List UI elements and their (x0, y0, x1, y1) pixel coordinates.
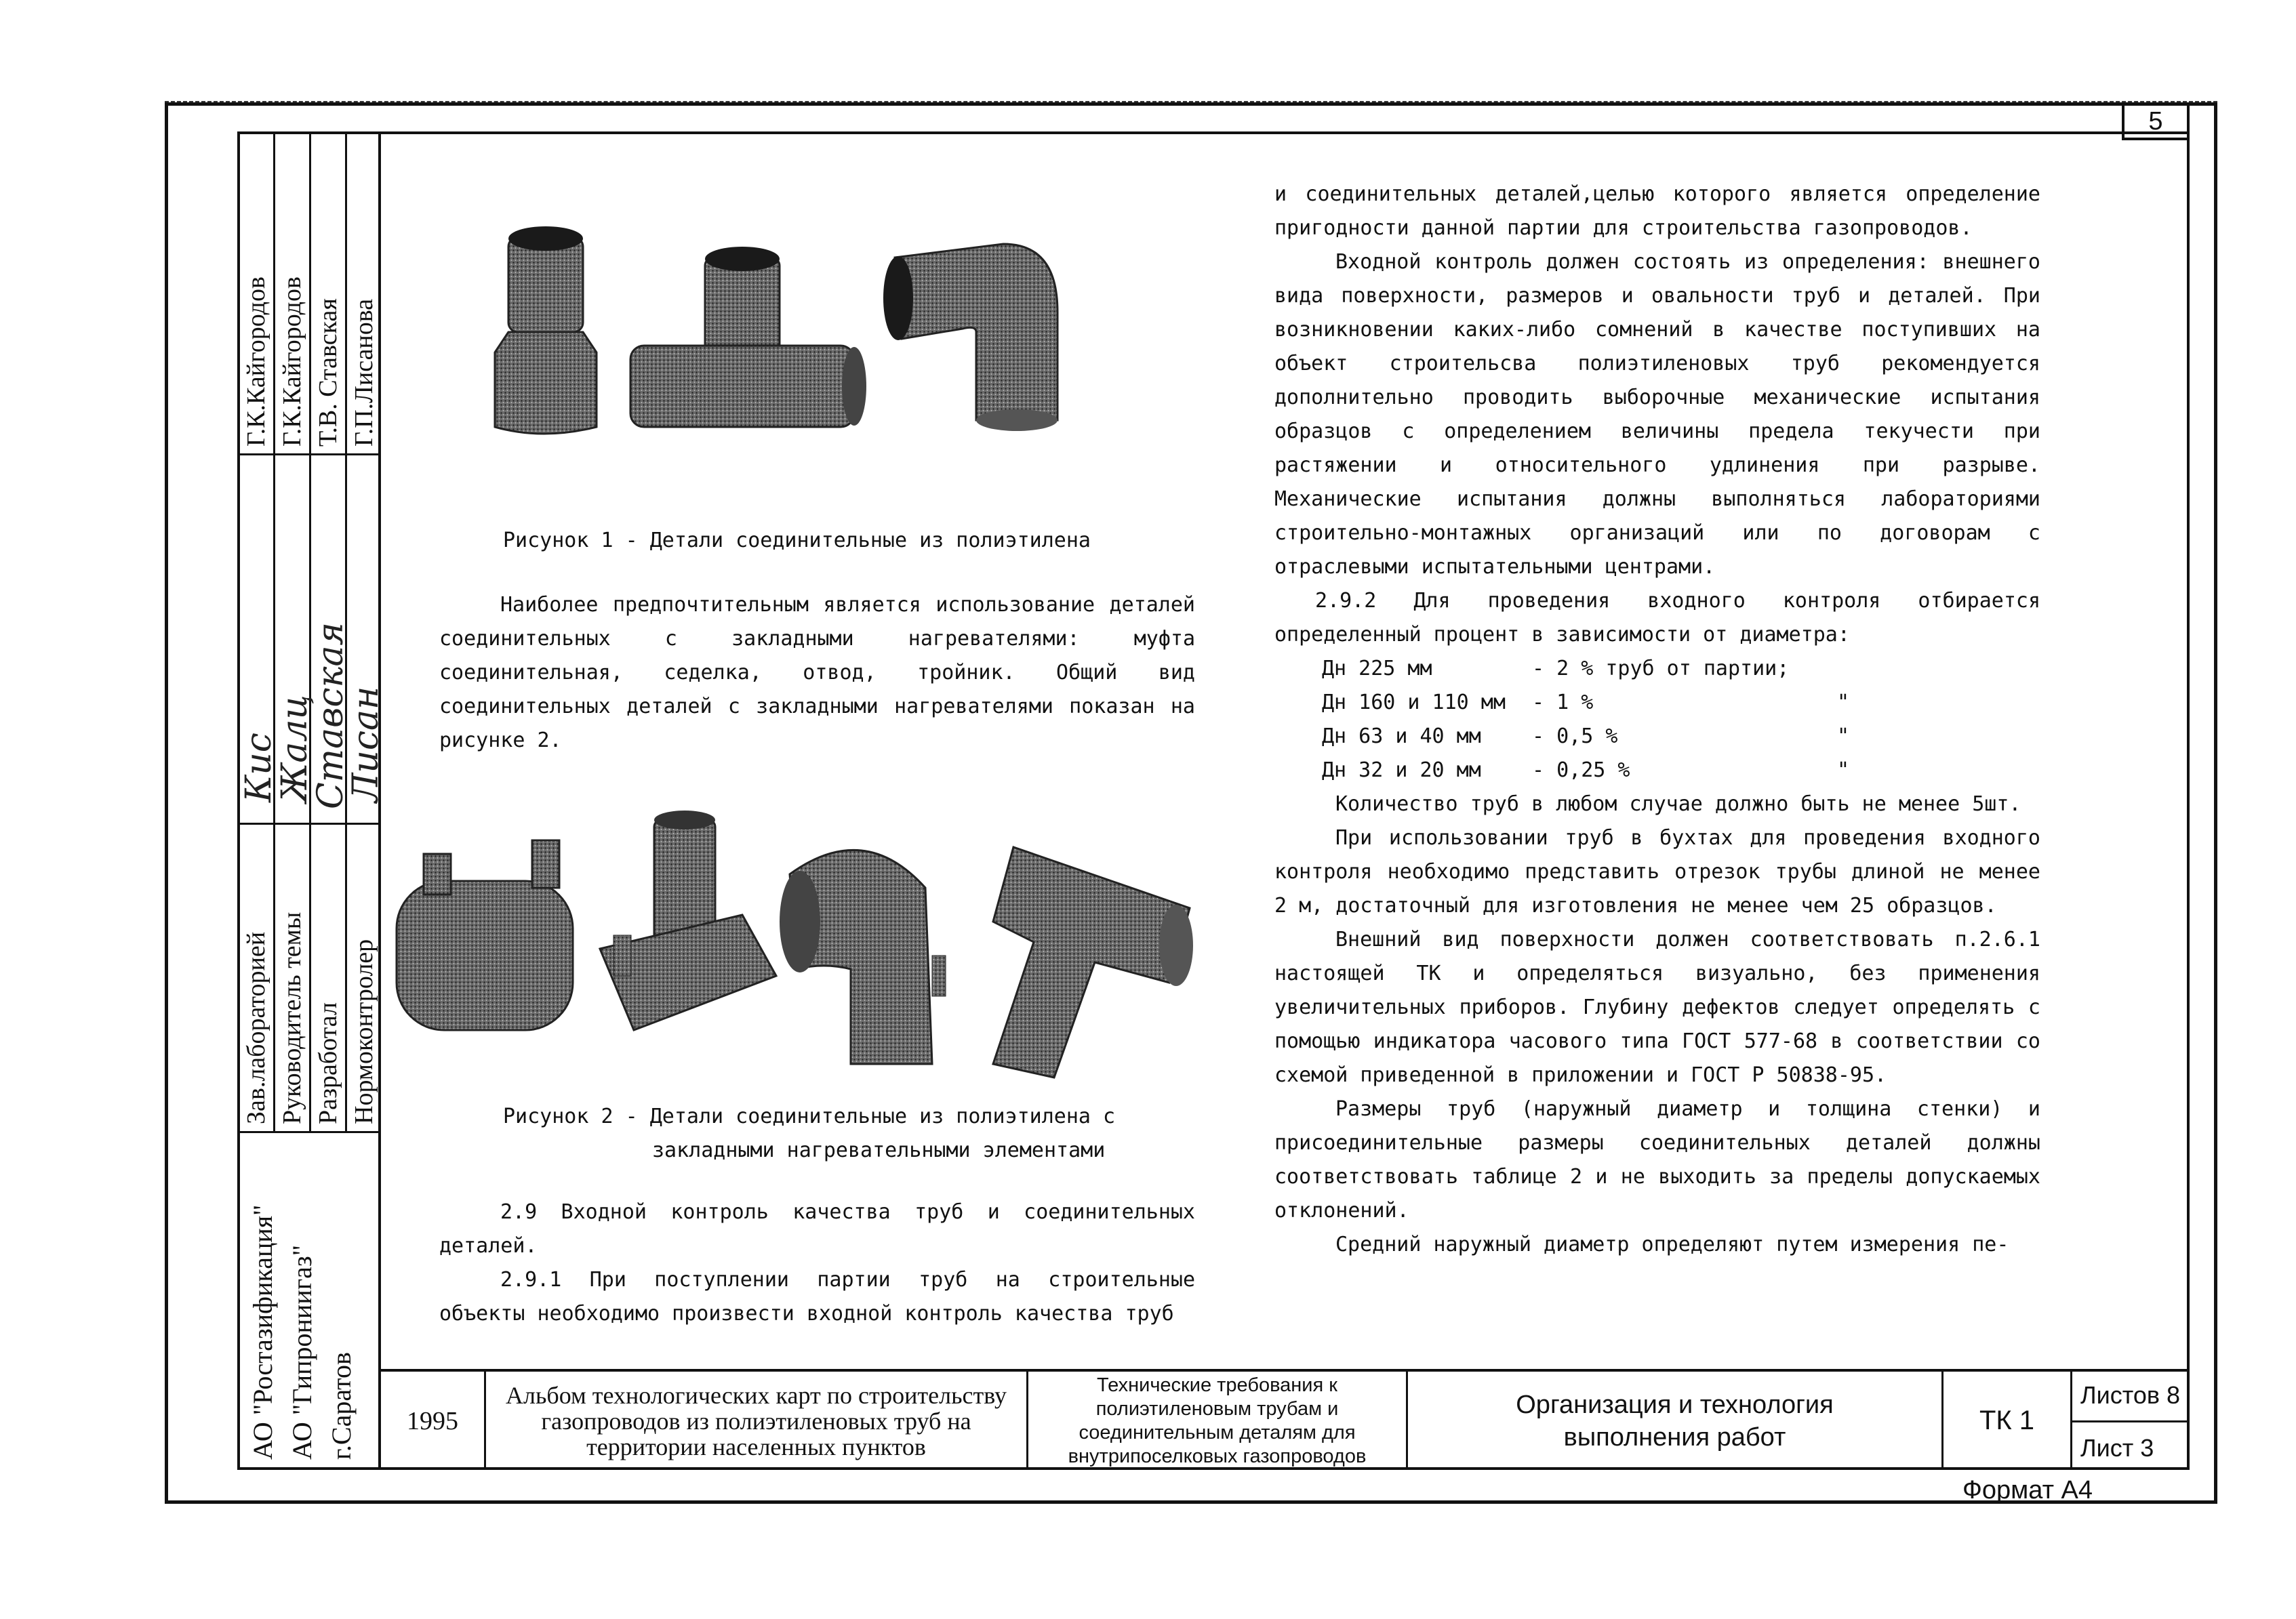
right-paragraph-2: Входной контроль должен состоять из определения: внешнего вида поверхности, размеров и овальности труб и деталей. При возникновении каких-либо сомнений в качестве поступивших на объект строительсва полиэтиленовых труб рекомендуется дополнительно проводить выборочные механические испытания образцов с определением величины предела текучести при растяжении и относительного удлинения при разрыве. Механические испытания должны выполняться лабораториями строительно-монтажных организаций или по договорам с отраслевыми испытательными центрами. (1274, 250, 2040, 579)
right-column (1274, 178, 2040, 1262)
stamp-role-4: Нормоконтролер (350, 939, 378, 1124)
diameter-row: Дн 32 и 20 мм - 0,25 % " (1322, 758, 1850, 782)
right-paragraph-5: При использовании труб в бухтах для проведения входного контроля необходимо представить отрезок трубы длиной не менее 2 м, достаточный для изготовления не менее чем 25 образцов. (1274, 826, 2040, 918)
figure-2 (390, 806, 1230, 1091)
figure-1-caption: Рисунок 1 - Детали соединительные из полиэтилена (503, 529, 1091, 552)
right-paragraph-1: и соединительных деталей,целью которого является определение пригодности данной партии для строительства газопроводов. (1274, 182, 2040, 240)
title-block-code: ТК 1 (1943, 1372, 2072, 1470)
diameter-row: Дн 225 мм - 2 % труб от партии; (1322, 657, 1790, 680)
stamp-name-4: Г.П.Лисанова (350, 298, 378, 447)
figure2-saddle (397, 840, 573, 1030)
title-block-sheets-col (2072, 1372, 2190, 1470)
figure1-coupling (495, 226, 597, 434)
diameter-row: Дн 160 и 110 мм - 1 % " (1322, 691, 1850, 714)
stamp-org-2: АО "Гипрониигаз" (287, 1244, 317, 1460)
signature-3: Ставская (310, 622, 351, 809)
right-paragraph-3: 2.9.2 Для проведения входного контроля отбирается определенный процент в зависимости от диаметра: (1274, 589, 2040, 647)
title-block (381, 1369, 2190, 1470)
figure2-branch-saddle (600, 811, 776, 1030)
title-block-year: 1995 (381, 1372, 486, 1470)
format-label: Формат А4 (1962, 1476, 2093, 1504)
stamp-org-3: г.Саратов (326, 1352, 357, 1460)
page-number: 5 (2122, 102, 2190, 140)
left-stamp (237, 131, 386, 1470)
signature-4: Лисан (346, 686, 386, 802)
title-block-subject: Организация и технология выполнения работ (1408, 1372, 1943, 1470)
stamp-name-3: Т.В. Ставская (314, 298, 342, 447)
right-paragraph-7: Размеры труб (наружный диаметр и толщина стенки) и присоединительные размеры соединительных деталей должны соответствовать таблице 2 и не выходить за пределы допускаемых отклонений. (1274, 1097, 2040, 1223)
sheets-count: Листов 8 (2080, 1381, 2180, 1409)
left-paragraph-1: Наиболее предпочтительным является использование деталей соединительных с закладными нагревателями: муфта соединительная, седелка, отвод, тройник. Общий вид соединительных деталей с закладными нагревателями показан на рисунке 2. (439, 593, 1195, 752)
diameter-table (1274, 652, 2040, 787)
left-paragraph-3: 2.9.1 При поступлении партии труб на строительные объекты необходимо произвести входной контроль качества труб (439, 1268, 1195, 1326)
title-block-section: Технические требования к полиэтиленовым трубам и соединительным деталям для внутрипоселковых газопроводов (1028, 1372, 1408, 1470)
right-paragraph-6: Внешний вид поверхности должен соответствовать п.2.6.1 настоящей ТК и определяться визуально, без применения увеличительных приборов. Глубину дефектов следует определять с помощью индикатора часового типа ГОСТ 577-68 в соответствии со схемой приведенной в приложении и ГОСТ Р 50838-95. (1274, 928, 2040, 1087)
signature-1: Кис (239, 733, 279, 802)
stamp-role-2: Руководитель темы (278, 911, 306, 1124)
stamp-role-3: Разработал (314, 1002, 342, 1124)
diameter-row: Дн 63 и 40 мм - 0,5 % " (1322, 724, 1850, 748)
figure1-elbow (883, 244, 1058, 431)
stamp-name-1: Г.К.Кайгородов (242, 276, 270, 447)
figure-2-caption-line-2: закладными нагревательными элементами (652, 1139, 1106, 1162)
right-paragraph-4: Количество труб в любом случае должно быть не менее 5шт. (1335, 792, 2021, 816)
figure2-tee (993, 847, 1193, 1078)
figure-1 (488, 217, 1112, 447)
title-block-album: Альбом технологических карт по строительству газопроводов из полиэтиленовых труб на территории населенных пунктов (486, 1372, 1028, 1470)
left-paragraph-2: 2.9 Входной контроль качества труб и соединительных деталей. (439, 1200, 1195, 1258)
stamp-role-1: Зав.лабораторией (242, 931, 270, 1124)
figure-2-caption-line-1: Рисунок 2 - Детали соединительные из полиэтилена с (503, 1105, 1116, 1128)
right-paragraph-8: Средний наружный диаметр определяют путем измерения пе- (1335, 1233, 2009, 1256)
signature-2: Жалц (275, 695, 315, 802)
stamp-name-2: Г.К.Кайгородов (278, 276, 306, 447)
stamp-org-1: АО "Ростазификация" (247, 1204, 278, 1460)
figure1-tee (630, 247, 866, 427)
sheet-number: Лист 3 (2080, 1434, 2154, 1462)
figure2-elbow (780, 850, 946, 1064)
